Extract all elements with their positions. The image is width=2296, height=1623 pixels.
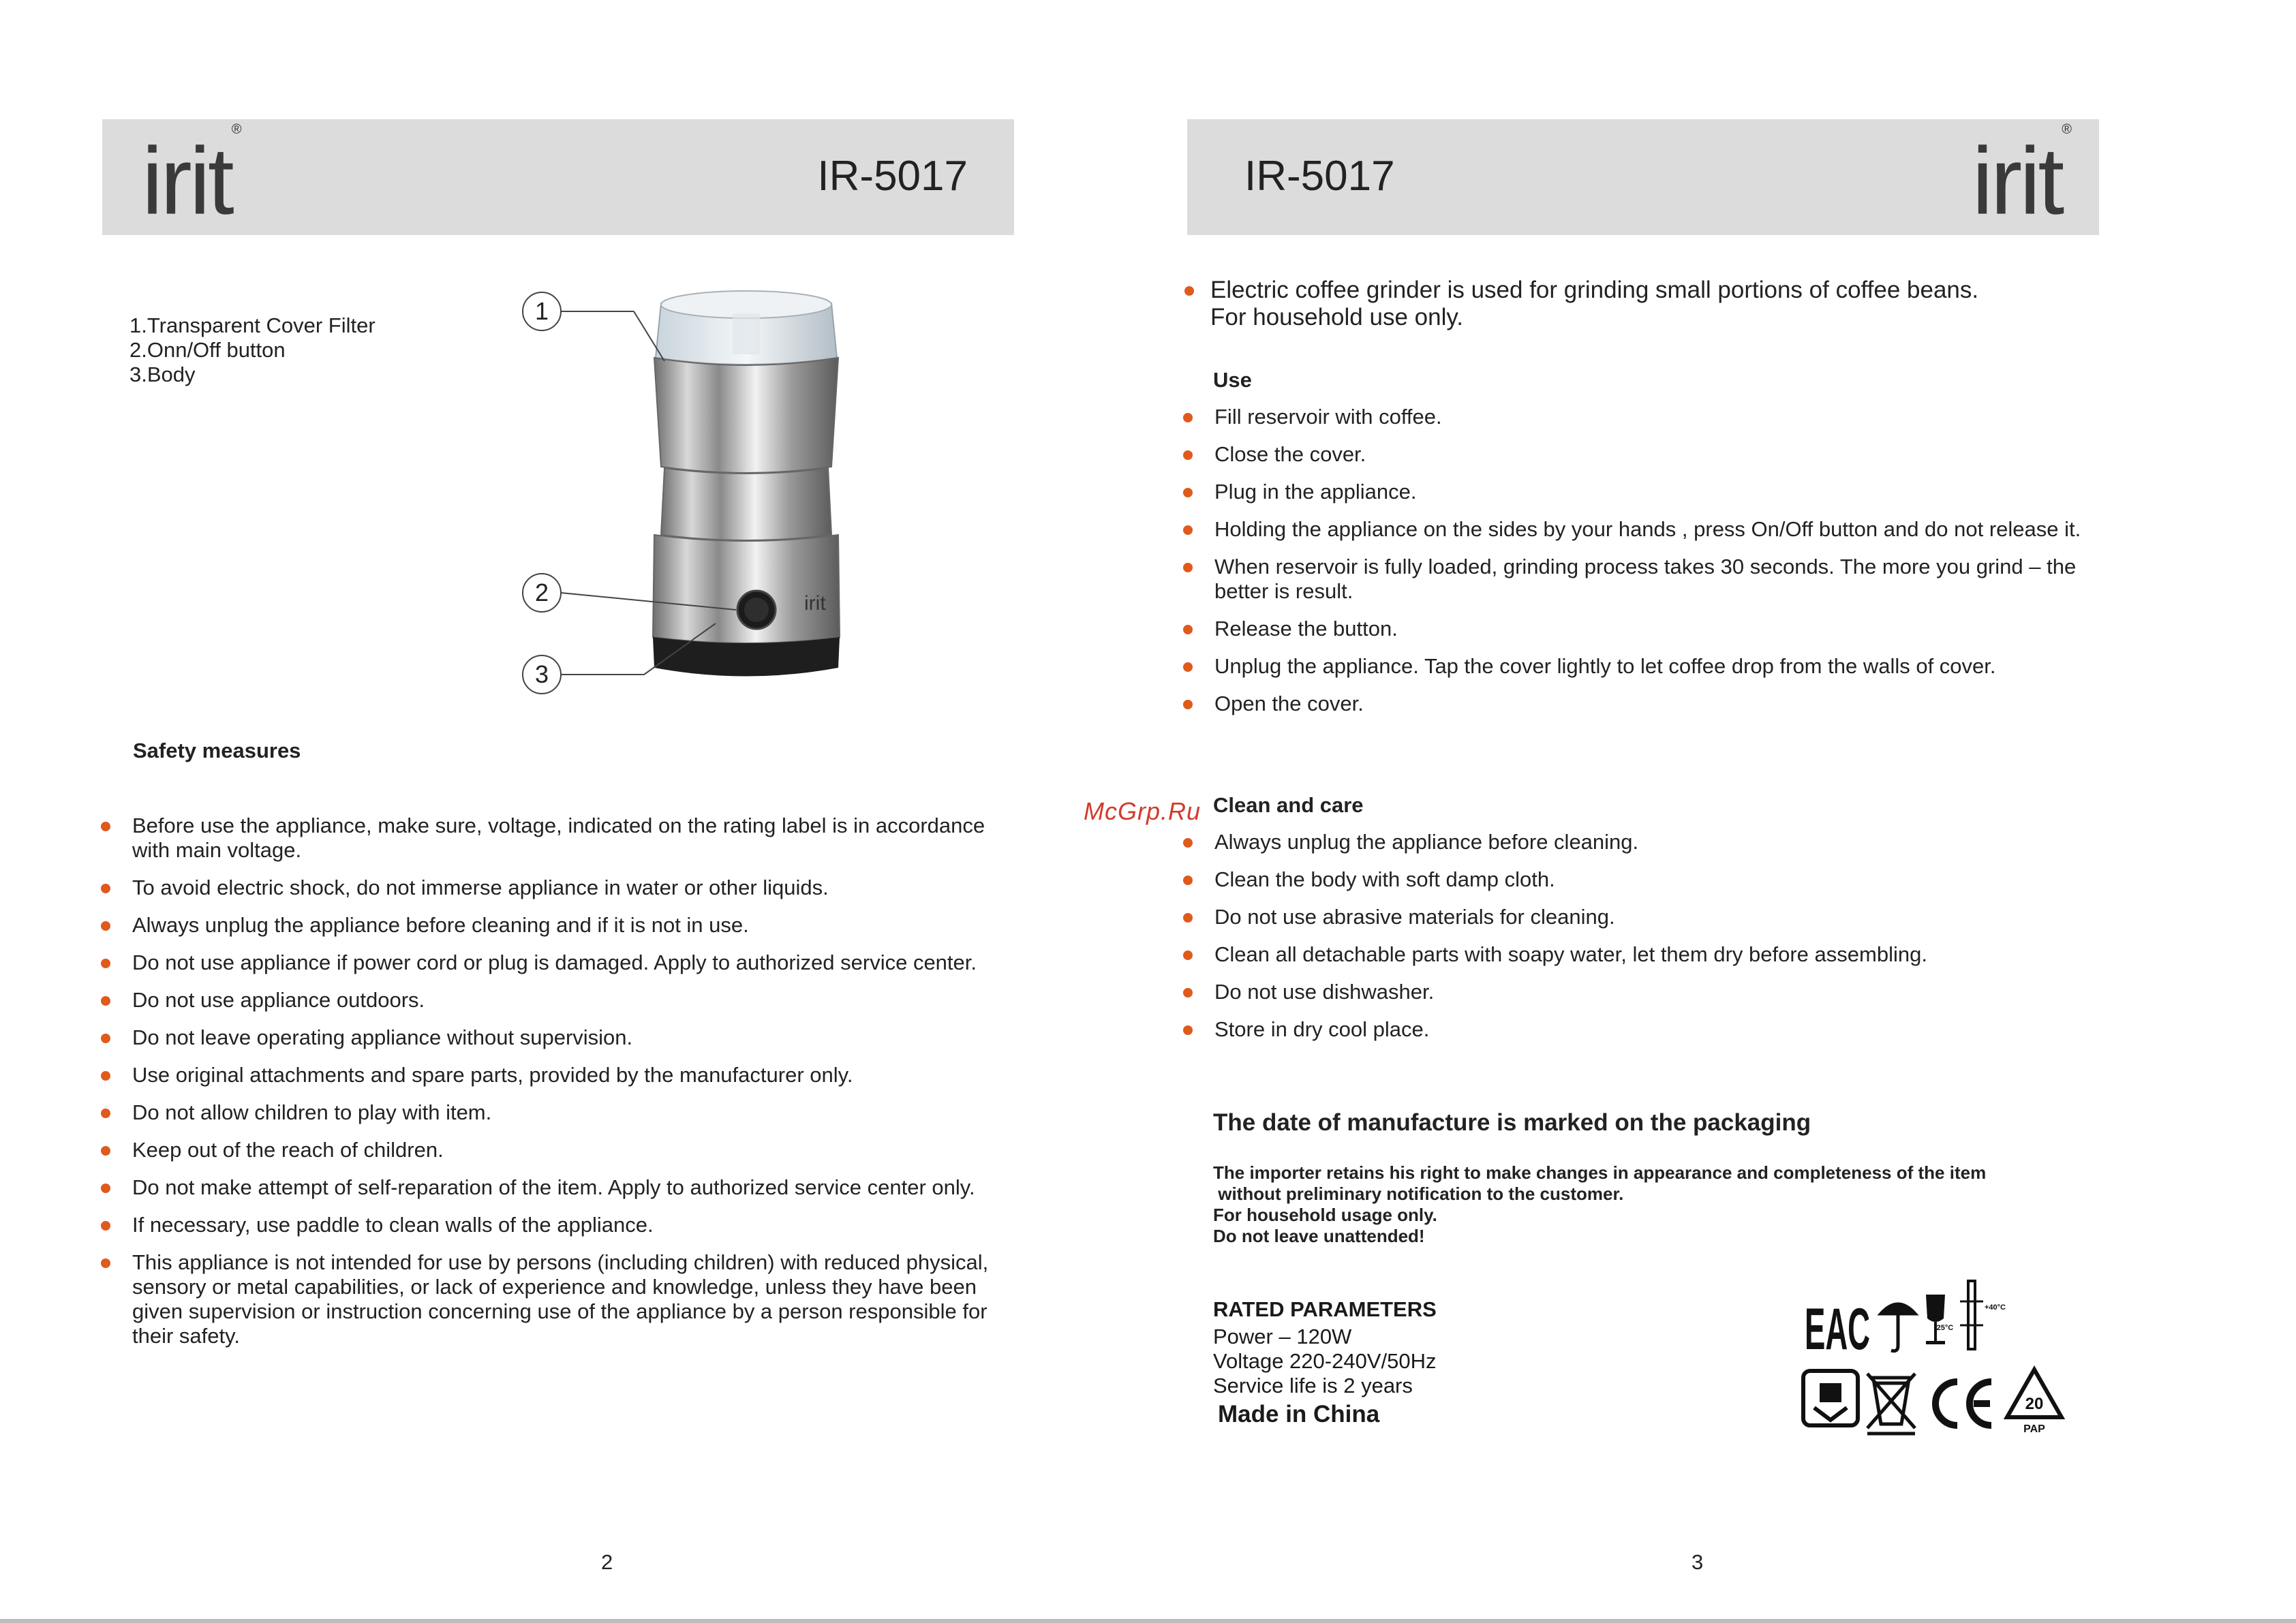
rated-parameters bbox=[1213, 1325, 1436, 1398]
weee-crossed-bin-icon bbox=[1867, 1374, 1915, 1434]
list-item: Plug in the appliance. bbox=[1183, 480, 2096, 504]
list-item: Open the cover. bbox=[1183, 692, 2096, 716]
intro-text: Electric coffee grinder is used for grinding small portions of coffee beans. For household use only. bbox=[1184, 277, 2091, 331]
list-item: If necessary, use paddle to clean walls of the appliance. bbox=[101, 1213, 1007, 1237]
manufacture-date-note: The date of manufacture is marked on the packaging bbox=[1213, 1109, 1811, 1136]
list-item: Always unplug the appliance before cleaning and if it is not in use. bbox=[101, 913, 1007, 938]
callout-label: 3 bbox=[534, 660, 549, 688]
coffee-grinder-illustration bbox=[504, 276, 886, 698]
parts-list bbox=[129, 313, 376, 387]
list-item: Do not leave operating appliance without supervision. bbox=[101, 1025, 1007, 1050]
rated-parameter: Power – 120W bbox=[1213, 1325, 1352, 1348]
intro-paragraph bbox=[1184, 277, 2091, 331]
svg-text:irit: irit bbox=[804, 592, 826, 615]
rated-parameter: Service life is 2 years bbox=[1213, 1374, 1413, 1397]
use-list bbox=[1183, 405, 2096, 729]
handle-with-care-icon bbox=[1803, 1371, 1858, 1425]
rated-parameter: Voltage 220-240V/50Hz bbox=[1213, 1349, 1437, 1373]
fragile-glass-icon bbox=[1926, 1295, 1945, 1344]
list-item: Do not use appliance if power cord or plug is damaged. Apply to authorized service center. bbox=[101, 950, 1007, 975]
recycling-code: 20 bbox=[2025, 1395, 2044, 1413]
callout-label: 2 bbox=[534, 578, 549, 606]
list-item: Release the button. bbox=[1183, 617, 2096, 641]
list-item: Do not allow children to play with item. bbox=[101, 1100, 1007, 1125]
brand-logo: irit® bbox=[142, 122, 242, 234]
temperature-low-label: -25°C bbox=[1934, 1324, 1954, 1332]
certification-marks bbox=[1799, 1274, 2092, 1438]
list-item: Keep out of the reach of children. bbox=[101, 1138, 1007, 1162]
watermark-text: McGrp.Ru bbox=[1084, 797, 1201, 825]
rated-parameters-title: RATED PARAMETERS bbox=[1213, 1297, 1437, 1321]
list-item: Do not use appliance outdoors. bbox=[101, 988, 1007, 1013]
recycling-label: PAP bbox=[2023, 1423, 2045, 1435]
list-item: Close the cover. bbox=[1183, 442, 2096, 467]
list-item: Do not use abrasive materials for cleaning. bbox=[1183, 905, 2096, 929]
header-bar-right bbox=[1187, 119, 2099, 235]
callout-label: 1 bbox=[534, 297, 549, 325]
list-item: Fill reservoir with coffee. bbox=[1183, 405, 2096, 429]
list-item: Always unplug the appliance before cleaning. bbox=[1183, 830, 2096, 854]
temperature-high-label: +40°C bbox=[1985, 1303, 2006, 1312]
list-item: Before use the appliance, make sure, voltage, indicated on the rating label is in accordance with main voltage. bbox=[101, 814, 1007, 863]
list-item: Do not use dishwasher. bbox=[1183, 980, 2096, 1004]
clean-and-care-title: Clean and care bbox=[1213, 793, 1364, 817]
list-item: Use original attachments and spare parts, provided by the manufacturer only. bbox=[101, 1063, 1007, 1087]
eac-text: EAC bbox=[1805, 1297, 1870, 1362]
parts-list-item: 1.Transparent Cover Filter bbox=[129, 313, 376, 337]
list-item: Clean the body with soft damp cloth. bbox=[1183, 867, 2096, 892]
temperature-range-icon bbox=[1934, 1281, 2006, 1349]
parts-list-item: 3.Body bbox=[129, 362, 196, 386]
model-number: IR-5017 bbox=[1244, 153, 1395, 200]
list-item: Unplug the appliance. Tap the cover lightly to let coffee drop from the walls of cover. bbox=[1183, 654, 2096, 679]
eac-mark-icon bbox=[1805, 1297, 1870, 1362]
list-item: This appliance is not intended for use by persons (including children) with reduced physical, sensory or metal capabilities, or lack of experience and knowledge, unless they have been given supervision or instruction concerning use of the appliance by a person responsible for their safety. bbox=[101, 1250, 1007, 1348]
safety-measures-title: Safety measures bbox=[133, 739, 301, 762]
use-title: Use bbox=[1213, 368, 1252, 392]
safety-measures-list bbox=[101, 814, 1007, 1361]
clean-and-care-list bbox=[1183, 830, 2096, 1055]
page-number-right: 3 bbox=[1692, 1550, 1704, 1574]
list-item: When reservoir is fully loaded, grinding process takes 30 seconds. The more you grind – the better is result. bbox=[1183, 555, 2096, 604]
list-item: To avoid electric shock, do not immerse appliance in water or other liquids. bbox=[101, 876, 1007, 900]
brand-logo: irit® bbox=[1972, 122, 2072, 234]
list-item: Do not make attempt of self-reparation of the item. Apply to authorized service center only. bbox=[101, 1175, 1007, 1200]
parts-list-item: 2.Onn/Off button bbox=[129, 338, 286, 362]
country-of-origin: Made in China bbox=[1218, 1401, 1380, 1427]
list-item: Store in dry cool place. bbox=[1183, 1017, 2096, 1042]
page-number-left: 2 bbox=[601, 1550, 613, 1574]
keep-dry-umbrella-icon bbox=[1881, 1304, 1915, 1351]
model-number: IR-5017 bbox=[817, 153, 968, 200]
bottom-divider bbox=[0, 1619, 2296, 1623]
list-item: Holding the appliance on the sides by your hands , press On/Off button and do not release it. bbox=[1183, 517, 2096, 542]
list-item: Clean all detachable parts with soapy water, let them dry before assembling. bbox=[1183, 942, 2096, 967]
importer-note: The importer retains his right to make changes in appearance and completeness of the item without preliminary notification to the customer. For household usage only. Do not leave unattended! bbox=[1213, 1162, 1987, 1246]
recycling-pap-icon bbox=[2007, 1370, 2062, 1435]
header-bar-left bbox=[102, 119, 1014, 235]
ce-mark-icon bbox=[1935, 1382, 1991, 1425]
